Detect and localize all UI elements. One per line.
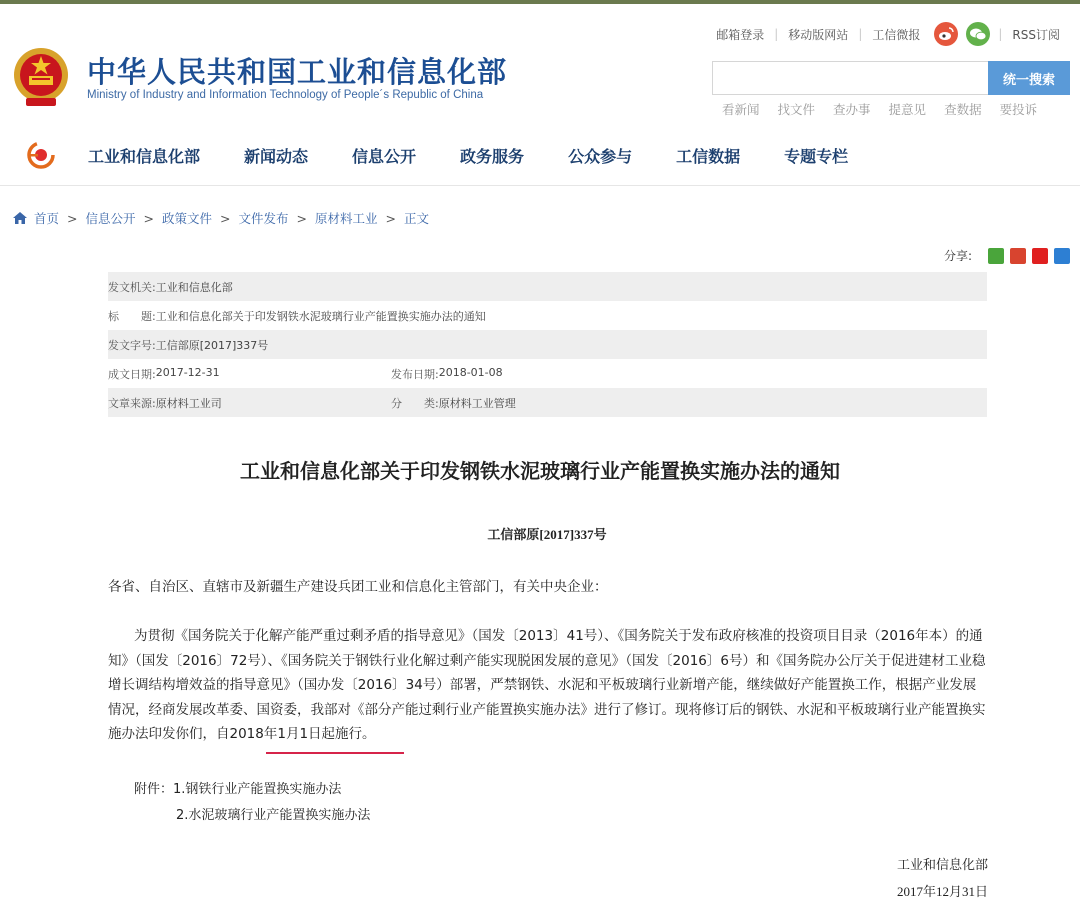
mobile-site-link[interactable]: 移动版网站 <box>788 27 849 42</box>
meta-row-doc-number <box>108 330 987 359</box>
signing-date: 2017年12月31日 <box>896 884 988 899</box>
miit-logo-icon[interactable] <box>26 140 56 170</box>
meta-value: 2018-01-08 <box>438 365 503 379</box>
breadcrumb-policy-documents[interactable]: 政策文件 <box>162 211 213 226</box>
meta-label: 发文字号: <box>108 338 156 352</box>
breadcrumb-separator: > <box>220 210 231 226</box>
weibo-share-icon[interactable] <box>1010 248 1026 264</box>
quicklink-services[interactable]: 查办事 <box>833 102 871 117</box>
attachment-2: 2.水泥玻璃行业产能置换实施办法 <box>176 808 371 823</box>
divider: | <box>998 27 1003 41</box>
nav-item-public-participation[interactable]: 公众参与 <box>568 147 633 166</box>
meta-value: 原材料工业管理 <box>438 396 516 410</box>
meta-label: 发文机关: <box>108 280 156 294</box>
signature-block <box>897 853 988 905</box>
rss-subscribe-link[interactable]: RSS订阅 <box>1012 27 1060 42</box>
site-subtitle: Ministry of Industry and Information Technology of People´s Republic of China <box>87 89 484 101</box>
breadcrumb-current: 正文 <box>404 211 430 226</box>
meta-value: 工业和信息化部关于印发钢铁水泥玻璃行业产能置换实施办法的通知 <box>155 309 486 323</box>
quick-links <box>722 100 1055 118</box>
national-emblem-icon <box>12 46 70 108</box>
nav-item-miit[interactable]: 工业和信息化部 <box>88 147 201 166</box>
pdf-share-icon[interactable] <box>1032 248 1048 264</box>
meta-value: 原材料工业司 <box>155 396 222 410</box>
highlight-underline <box>266 752 404 754</box>
meta-label: 发布日期: <box>391 367 439 381</box>
divider: | <box>858 27 863 41</box>
breadcrumb <box>12 208 429 228</box>
effective-date-highlight: 自2018年1月1日起施行 <box>216 726 363 742</box>
meta-row-dates <box>108 359 987 388</box>
quicklink-news[interactable]: 看新闻 <box>722 102 760 117</box>
breadcrumb-separator: > <box>143 210 154 226</box>
weibo-news-link[interactable]: 工信微报 <box>872 27 921 42</box>
top-links-bar <box>706 22 1070 46</box>
breadcrumb-home[interactable]: 首页 <box>34 211 60 226</box>
wechat-share-icon[interactable] <box>988 248 1004 264</box>
meta-label: 文章来源: <box>108 396 156 410</box>
meta-value: 工业和信息化部 <box>155 280 233 294</box>
breadcrumb-document-release[interactable]: 文件发布 <box>238 211 289 226</box>
divider: | <box>774 27 779 41</box>
attachment-1: 附件：1.钢铁行业产能置换实施办法 <box>134 782 342 797</box>
nav-item-special-topics[interactable]: 专题专栏 <box>784 147 849 166</box>
breadcrumb-separator: > <box>296 210 307 226</box>
nav-item-data[interactable]: 工信数据 <box>676 147 741 166</box>
main-navigation <box>0 136 1080 176</box>
qq-share-icon[interactable] <box>1054 248 1070 264</box>
article-title: 工业和信息化部关于印发钢铁水泥玻璃行业产能置换实施办法的通知 <box>240 459 840 483</box>
nav-item-info-disclosure[interactable]: 信息公开 <box>352 147 417 166</box>
breadcrumb-info-disclosure[interactable]: 信息公开 <box>85 211 136 226</box>
meta-row-issuer <box>108 272 987 301</box>
share-label: 分享: <box>943 249 972 263</box>
share-bar <box>944 247 1070 264</box>
quicklink-complaint[interactable]: 要投诉 <box>999 102 1038 117</box>
meta-row-source <box>108 388 987 417</box>
site-header <box>0 4 1080 186</box>
meta-label: 成文日期: <box>108 367 156 381</box>
breadcrumb-separator: > <box>67 210 78 226</box>
quicklink-data[interactable]: 查数据 <box>944 102 982 117</box>
site-title: 中华人民共和国工业和信息化部 <box>87 55 508 89</box>
home-icon[interactable] <box>12 211 28 225</box>
search-input[interactable] <box>712 61 988 95</box>
weibo-icon[interactable] <box>934 22 958 46</box>
document-metadata-table <box>108 272 987 417</box>
meta-label: 标 题: <box>108 309 156 323</box>
unified-search-button[interactable]: 统一搜索 <box>988 61 1070 95</box>
article-body-main: 为贯彻《国务院关于化解产能严重过剩矛盾的指导意见》（国发〔2013〕41号）、《国务院关于发布政府核准的投资项目目录（2016年本）的通知》（国发〔2016〕72号）、《国务院关于钢铁行业化解过剩产能实现脱困发展的意见》（国发〔2016〕6号）和《国务院办公厅关于促进建材工业稳增长调结构增效益的指导意见》（国办发〔2016〕34号）部署，严禁钢铁、水泥和平板玻璃行业新增产能，继续做好产能置换工作，根据产业发展情况，经商发展改革委、国资委，我部对《部分产能过剩行业产能置换实施办法》进行了修订。现将修订后的钢铁、水泥和平板玻璃行业产能置换实施办法印发你们， <box>108 628 986 742</box>
nav-item-gov-services[interactable]: 政务服务 <box>460 147 525 166</box>
search-box <box>712 61 1070 95</box>
quicklink-documents[interactable]: 找文件 <box>777 102 816 117</box>
article-doc-number: 工信部原[2017]337号 <box>487 527 607 542</box>
meta-label: 分 类: <box>391 396 439 410</box>
meta-row-title <box>108 301 987 330</box>
wechat-icon[interactable] <box>966 22 990 46</box>
article-body-end: 。 <box>362 726 376 742</box>
attachments <box>134 777 370 829</box>
signing-organization: 工业和信息化部 <box>896 858 988 873</box>
nav-item-news[interactable]: 新闻动态 <box>244 147 309 166</box>
article-body <box>108 624 988 747</box>
meta-value: 工信部原[2017]337号 <box>155 338 269 352</box>
article-addressee: 各省、自治区、直辖市及新疆生产建设兵团工业和信息化主管部门，有关中央企业： <box>108 579 608 595</box>
quicklink-feedback[interactable]: 提意见 <box>888 102 927 117</box>
breadcrumb-separator: > <box>385 210 396 226</box>
breadcrumb-raw-materials[interactable]: 原材料工业 <box>315 211 378 226</box>
meta-value: 2017-12-31 <box>155 365 220 379</box>
mail-login-link[interactable]: 邮箱登录 <box>716 27 765 42</box>
